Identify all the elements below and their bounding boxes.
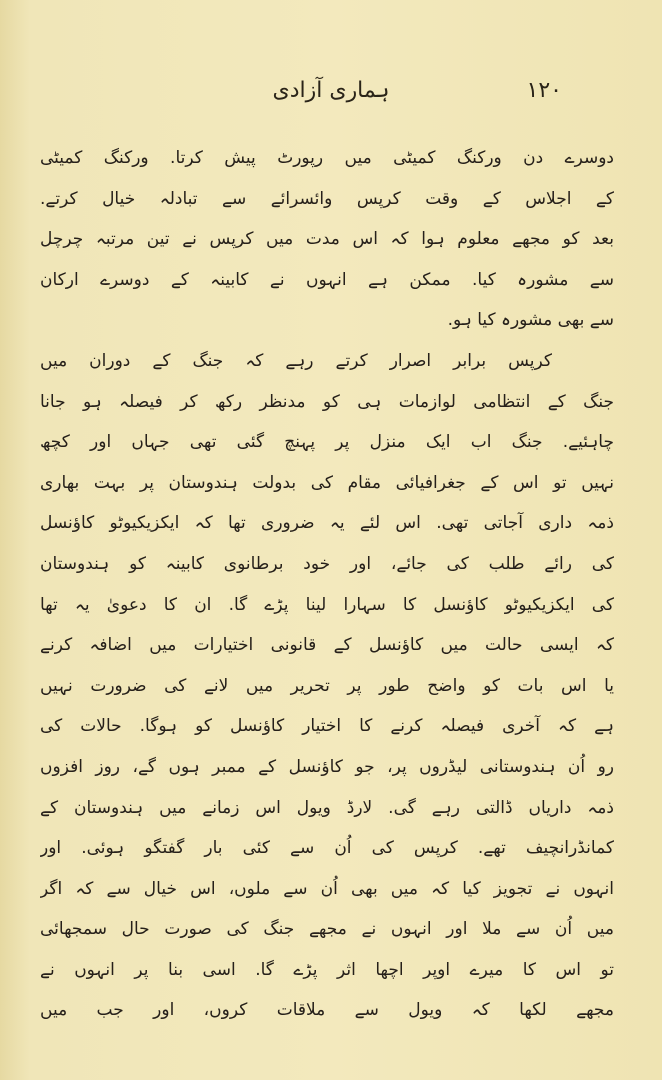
text-line-15: ہے کہ آخری فیصلہ کرنے کا اختیار کاؤنسل کو ہوگا. حالات کی [40,716,614,737]
text-line-2: کے اجلاس کے وقت کرپس وائسرائے سے تبادلہ خیال کرتے. [40,188,614,209]
text-line-22: مجھے لکھا کہ ویول سے ملاقات کروں، اور جب میں [40,1000,614,1021]
text-line-8: چاہئیے. جنگ اب ایک منزل پر پہنچ گئی تھی جہاں اور کچھ [40,432,614,453]
body-text [40,138,614,1031]
text-line-7: جنگ کے انتظامی لوازمات ہی کو مدنظر رکھ کر فیصلہ ہو جانا [40,391,614,412]
text-line-19: انہوں نے تجویز کیا کہ میں بھی اُن سے ملوں، اس خیال سے کہ اگر [40,878,614,899]
running-title: ہماری آزادی [272,78,390,103]
text-line-11: کی رائے طلب کی جائے، اور خود برطانوی کابینہ کو ہندوستان [40,553,614,574]
page-header [40,78,622,118]
text-line-10: ذمہ داری آجاتی تھی. اس لئے یہ ضروری تھا کہ ایکزیکیوٹو کاؤنسل [40,513,614,534]
text-line-14: یا اس بات کو واضح طور پر تحریر میں لانے کی ضرورت نہیں [40,675,614,696]
text-line-9: نہیں تو اس کے جغرافیائی مقام کی بدولت ہندوستان پر بہت بھاری [40,472,614,493]
text-line-20: میں اُن سے ملا اور انہوں نے مجھے جنگ کی صورت حال سمجھائی [40,919,614,940]
text-line-21: تو اس کا میرے اوپر اچھا اثر پڑے گا. اسی بنا پر انہوں نے [40,959,614,980]
text-line-6: کرپس برابر اصرار کرتے رہے کہ جنگ کے دوران میں [40,350,552,371]
page-number: ۱۲۰ [526,78,562,103]
text-line-3: بعد کو مجھے معلوم ہوا کہ اس مدت میں کرپس نے تین مرتبہ چرچل [40,229,614,250]
text-line-16: رو اُن ہندوستانی لیڈروں پر، جو کاؤنسل کے ممبر ہوں گے، روز افزوں [40,756,614,777]
text-line-1: دوسرے دن ورکنگ کمیٹی میں رپورٹ پیش کرتا. ورکنگ کمیٹی [40,148,614,168]
text-line-4: سے مشورہ کیا. ممکن ہے انہوں نے کابینہ کے دوسرے ارکان [40,269,614,290]
text-line-17: ذمہ داریاں ڈالتی رہے گی. لارڈ ویول اس زمانے میں ہندوستان کے [40,797,614,818]
text-line-18: کمانڈرانچیف تھے. کرپس کی اُن سے کئی بار گفتگو ہوئی. اور [40,838,614,859]
text-line-5: سے بھی مشورہ کیا ہو. [447,310,614,331]
text-line-13: کہ ایسی حالت میں کاؤنسل کے قانونی اختیارات میں اضافہ کرنے [40,635,614,656]
text-line-12: کی ایکزیکیوٹو کاؤنسل کا سہارا لینا پڑے گا. ان کا دعویٰ یہ تھا [40,594,614,615]
